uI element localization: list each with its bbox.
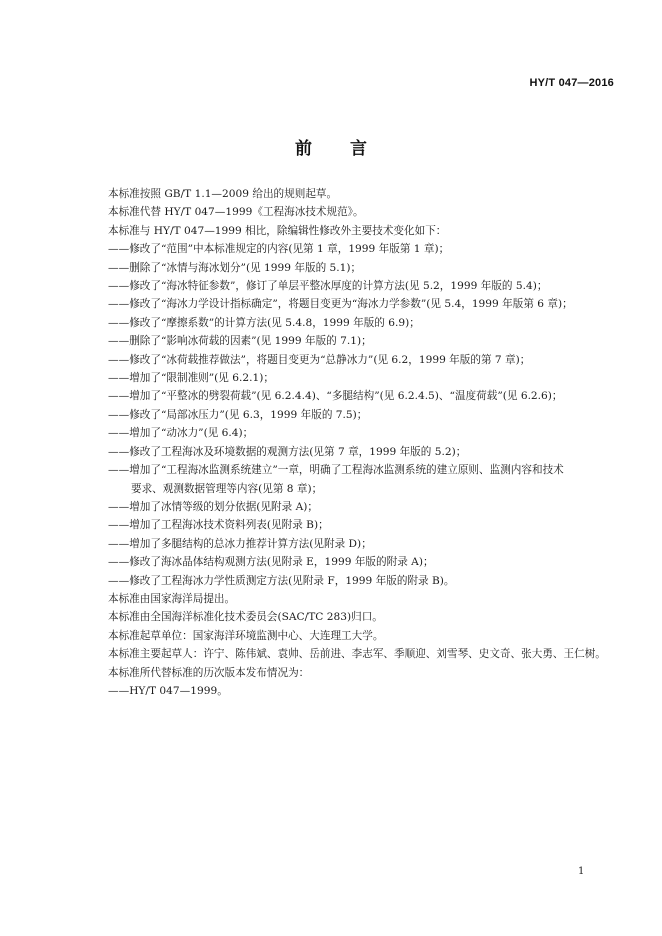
change-item: ——增加了“平整冰的劈裂荷载”(见 6.2.4.4)、“多腿结构”(见 6.2.4.5)、“温度荷载”(见 6.2.6)；	[108, 390, 563, 403]
change-item: ——修改了工程海冰力学性质测定方法(见附录 F，1999 年版的附录 B)。	[108, 574, 455, 587]
standard-code: HY/T 047—2016	[529, 77, 614, 89]
paragraph-replaces: 本标准代替 HY/T 047—1999《工程海冰技术规范》。	[108, 206, 364, 219]
paragraph-changes-intro: 本标准与 HY/T 047—1999 相比，除编辑性修改外主要技术变化如下：	[108, 224, 447, 237]
change-item: ——增加了“工程海冰监测系统建立”一章，明确了工程海冰监测系统的建立原则、监测内容和技术	[108, 464, 564, 477]
history-item: ——HY/T 047—1999。	[108, 684, 228, 697]
change-item: ——增加了冰情等级的划分依据(见附录 A)；	[108, 500, 318, 513]
paragraph-drafting-rules: 本标准按照 GB/T 1.1—2009 给出的规则起草。	[108, 188, 338, 200]
page-number: 1	[578, 866, 585, 877]
change-item: ——修改了“局部冰压力”(见 6.3，1999 年版的 7.5)；	[108, 408, 368, 421]
change-item: ——删除了“冰情与海冰划分”(见 1999 年版的 5.1)；	[108, 261, 362, 274]
change-item: ——增加了“动冰力”(见 6.4)；	[108, 427, 254, 440]
change-item: ——修改了“冰荷载推荐做法”，将题目变更为“总静冰力”(见 6.2，1999 年版的第 7 章)；	[108, 353, 531, 366]
change-item: ——增加了“限制准则”(见 6.2.1)；	[108, 372, 274, 385]
paragraph-history-intro: 本标准所代替标准的历次版本发布情况为：	[108, 666, 310, 679]
change-item-continuation: 要求、观测数据管理等内容(见第 8 章)；	[131, 482, 323, 495]
change-item: ——修改了工程海冰及环境数据的观测方法(见第 7 章，1999 年版的 5.2)；	[108, 445, 467, 458]
change-item: ——修改了“海冰力学设计指标确定”，将题目变更为“海冰力学参数”(见 5.4，1999 年版第 6 章)；	[108, 298, 573, 311]
change-item: ——删除了“影响冰荷载的因素”(见 1999 年版的 7.1)；	[108, 335, 372, 348]
change-item: ——修改了海冰晶体结构观测方法(见附录 E，1999 年版的附录 A)；	[108, 556, 434, 569]
change-item: ——增加了多腿结构的总冰力推荐计算方法(见附录 D)；	[108, 537, 372, 550]
paragraph-proposer: 本标准由国家海洋局提出。	[108, 592, 236, 605]
document-body	[0, 185, 662, 700]
paragraph-drafting-units: 本标准起草单位：国家海洋环境监测中心、大连理工大学。	[108, 629, 384, 642]
change-item: ——修改了“海冰特征参数”，修订了单层平整冰厚度的计算方法(见 5.2，1999 年版的 5.4)；	[108, 280, 548, 293]
change-item: ——增加了工程海冰技术资料列表(见附录 B)；	[108, 519, 329, 532]
page-title: 前言	[295, 139, 405, 159]
paragraph-committee: 本标准由全国海洋标准化技术委员会(SAC/TC 283)归口。	[108, 611, 383, 624]
change-item: ——修改了“摩擦系数”的计算方法(见 5.4.8，1999 年版的 6.9)；	[108, 316, 420, 329]
paragraph-drafters: 本标准主要起草人：许宁、陈伟斌、袁帅、岳前进、李志军、季顺迎、刘雪琴、史文奇、张大勇、王仁树。	[108, 648, 606, 661]
change-item: ——修改了“范围”中本标准规定的内容(见第 1 章，1999 年版第 1 章)；	[108, 243, 450, 256]
